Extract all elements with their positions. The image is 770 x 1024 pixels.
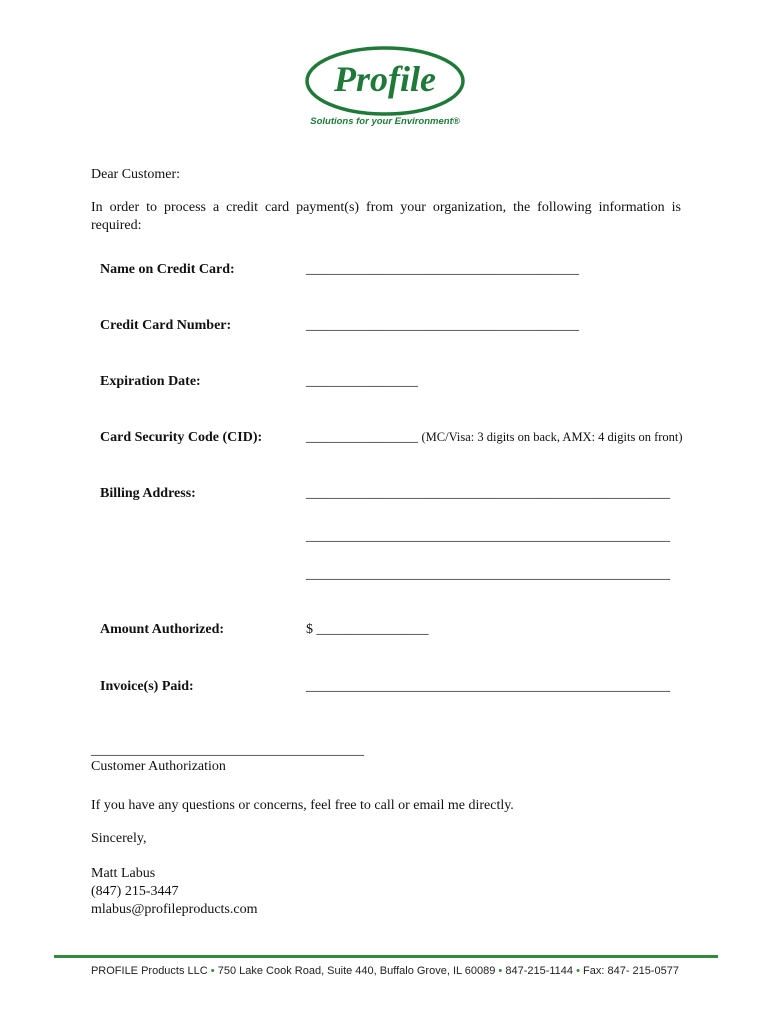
logo-tagline: Solutions for your Environment®: [310, 116, 460, 127]
sender-name: Matt Labus: [91, 866, 156, 881]
name-on-card-field[interactable]: _______________________________________: [306, 262, 579, 277]
security-code-label: Card Security Code (CID):: [100, 430, 263, 445]
customer-signature-line[interactable]: _______________________________________: [91, 743, 364, 758]
expiration-date-label: Expiration Date:: [100, 374, 201, 389]
footer-address: 750 Lake Cook Road, Suite 440, Buffalo Grove, IL 60089: [217, 965, 496, 977]
security-code-field[interactable]: ________________: [306, 430, 418, 445]
amount-authorized-label: Amount Authorized:: [100, 622, 225, 637]
sender-phone: (847) 215-3447: [91, 884, 179, 899]
sender-block: [91, 865, 257, 919]
billing-address-label: Billing Address:: [100, 486, 196, 501]
invoices-paid-label: Invoice(s) Paid:: [100, 679, 194, 694]
billing-address-line-3[interactable]: ____________________________________________________: [306, 567, 670, 582]
footer-fax: Fax: 847- 215-0577: [583, 965, 680, 977]
amount-authorized-field[interactable]: $ ________________: [306, 622, 429, 637]
footer-bullet: •: [210, 965, 215, 977]
sign-off: Sincerely,: [91, 831, 147, 846]
card-number-label: Credit Card Number:: [100, 318, 232, 333]
security-code-row: [306, 430, 683, 446]
salutation: Dear Customer:: [91, 167, 181, 182]
questions-paragraph: If you have any questions or concerns, feel free to call or email me directly.: [91, 798, 514, 813]
intro-paragraph: In order to process a credit card payment(s) from your organization, the following information is required:: [91, 200, 681, 233]
footer-phone: 847-215-1144: [505, 965, 574, 977]
card-number-field[interactable]: _______________________________________: [306, 318, 579, 333]
expiration-date-field[interactable]: ________________: [306, 374, 418, 389]
footer: [0, 965, 770, 977]
customer-authorization-label: Customer Authorization: [91, 759, 226, 774]
footer-bullet: •: [576, 965, 580, 977]
logo-wordmark: Profile: [334, 59, 436, 99]
sender-email[interactable]: mlabus@profileproducts.com: [91, 902, 258, 917]
footer-bullet: •: [498, 965, 503, 977]
footer-company: PROFILE Products LLC: [90, 965, 208, 977]
billing-address-line-2[interactable]: ____________________________________________________: [306, 529, 670, 544]
invoices-paid-field[interactable]: ____________________________________________________: [306, 679, 670, 694]
name-on-card-label: Name on Credit Card:: [100, 262, 235, 277]
security-code-note: (MC/Visa: 3 digits on back, AMX: 4 digits on front): [421, 430, 683, 444]
billing-address-line-1[interactable]: ____________________________________________________: [306, 486, 670, 501]
footer-divider: [54, 955, 718, 958]
